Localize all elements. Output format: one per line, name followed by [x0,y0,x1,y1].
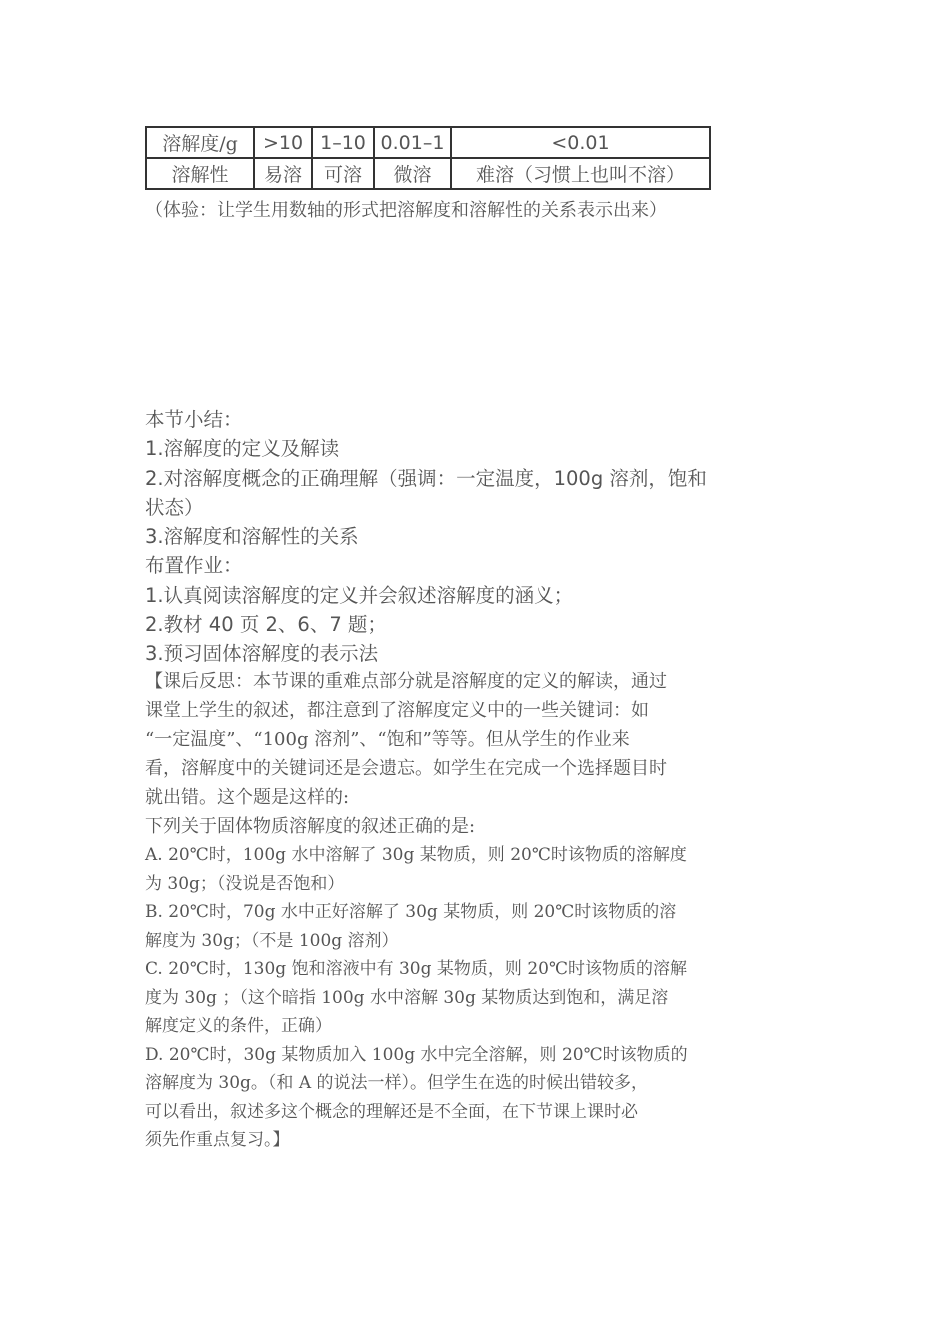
table-cell: <0.01 [451,127,710,158]
reflection-line: 看，溶解度中的关键词还是会遗忘。如学生在完成一个选择题目时 [145,758,667,779]
table-cell: 1–10 [312,127,374,158]
reflection-line: 课堂上学生的叙述，都注意到了溶解度定义中的一些关键词：如 [145,700,649,721]
table-cell: 溶解性 [146,158,254,189]
reflection-line: 【课后反思：本节课的重难点部分就是溶解度的定义的解读，通过 [145,671,667,692]
solubility-table [145,126,711,190]
table-cell: >10 [254,127,312,158]
option-line: 溶解度为 30g。（和 A 的说法一样）。但学生在选的时候出错较多， [145,1073,649,1093]
summary-item: 1.溶解度的定义及解读 [145,437,340,461]
option-line: B. 20℃时，70g 水中正好溶解了 30g 某物质，则 20℃时该物质的溶 [145,902,677,922]
homework-item: 3.预习固体溶解度的表示法 [145,642,379,666]
table-cell: 微溶 [374,158,451,189]
summary-item: 2.对溶解度概念的正确理解（强调：一定温度，100g 溶剂，饱和 [145,466,707,490]
option-line: 须先作重点复习。】 [145,1130,290,1150]
option-line: 度为 30g ；（这个暗指 100g 水中溶解 30g 某物质达到饱和，满足溶 [145,987,669,1008]
homework-title: 布置作业： [145,554,243,578]
option-line: 解度定义的条件，正确） [145,1016,332,1036]
table-cell: 难溶（习惯上也叫不溶） [451,158,710,189]
table-cell: 易溶 [254,158,312,189]
option-line: 解度为 30g；（不是 100g 溶剂） [145,930,399,951]
question-stem: 下列关于固体物质溶解度的叙述正确的是: [145,816,476,837]
option-line: 可以看出，叙述多这个概念的理解还是不全面，在下节课上课时必 [145,1101,638,1122]
table-row [146,158,710,189]
homework-item: 2.教材 40 页 2、6、7 题； [145,613,387,637]
table-row [146,127,710,158]
lesson-summary [145,405,805,669]
table-cell: 溶解度/g [146,127,254,158]
option-line: C. 20℃时，130g 饱和溶液中有 30g 某物质，则 20℃时该物质的溶解 [145,959,687,979]
post-class-reflection [145,667,810,1155]
table-cell: 0.01–1 [374,127,451,158]
option-line: D. 20℃时，30g 某物质加入 100g 水中完全溶解，则 20℃时该物质的 [145,1044,688,1065]
reflection-line: “一定温度”、“100g 溶剂”、“饱和”等等。但从学生的作业来 [145,729,630,750]
option-line: 为 30g；（没说是否饱和） [145,873,345,894]
summary-item: 3.溶解度和溶解性的关系 [145,525,359,549]
experience-note: （体验：让学生用数轴的形式把溶解度和溶解性的关系表示出来） [145,200,667,221]
homework-item: 1.认真阅读溶解度的定义并会叙述溶解度的涵义； [145,583,574,607]
summary-item: 状态） [145,495,204,519]
summary-title: 本节小结： [145,408,243,431]
reflection-line: 就出错。这个题是这样的: [145,787,350,808]
option-line: A. 20℃时，100g 水中溶解了 30g 某物质，则 20℃时该物质的溶解度 [145,845,687,865]
table-cell: 可溶 [312,158,374,189]
